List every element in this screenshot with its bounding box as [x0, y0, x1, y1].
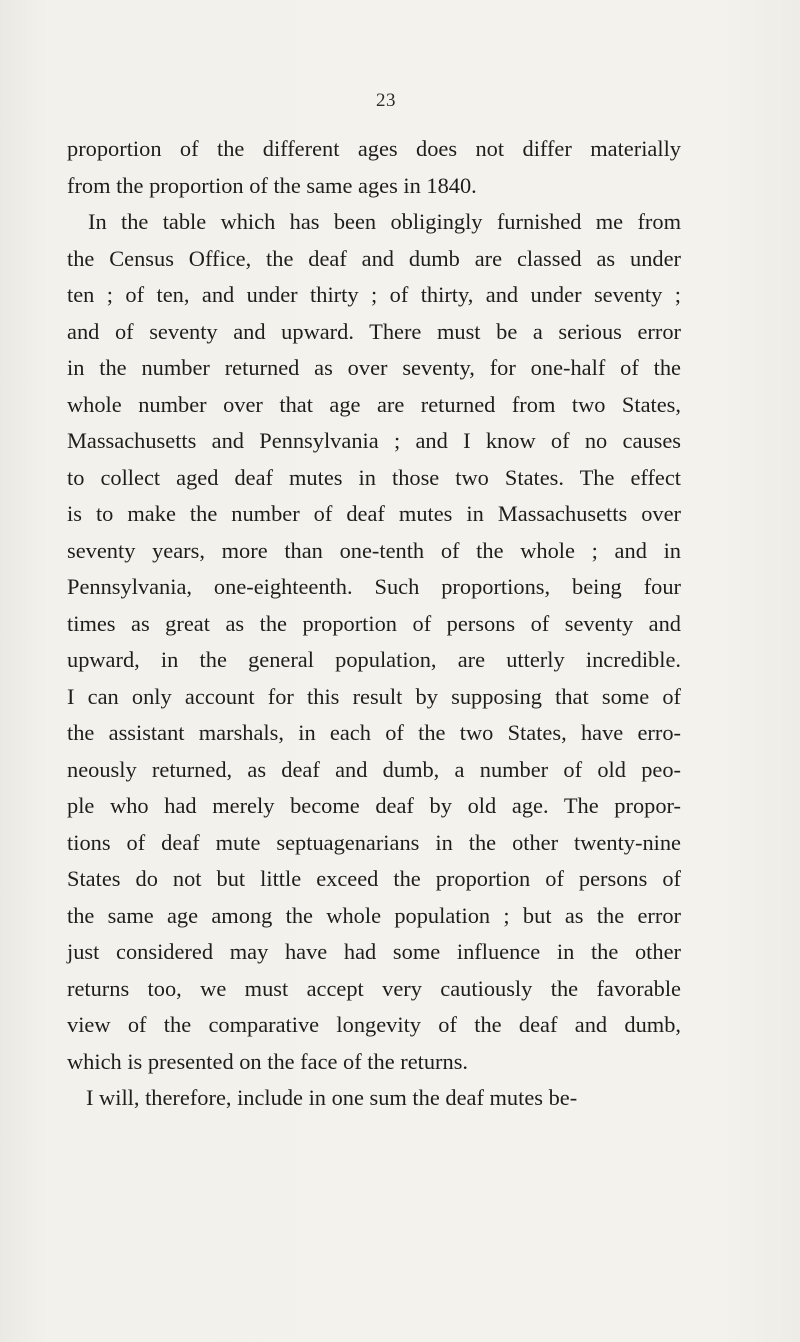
page-number: 23: [376, 90, 396, 111]
body-text: [67, 131, 681, 1117]
text-line: In the table which has been obligingly furnished me from: [88, 209, 681, 234]
text-line: I will, therefore, include in one sum the deaf mutes be-: [86, 1085, 578, 1110]
text-line: to collect aged deaf mutes in those two States. The effect: [67, 464, 681, 490]
text-line: tions of deaf mute septuagenarians in the other twenty-nine: [67, 829, 681, 855]
text-line: from the proportion of the same ages in 1840.: [67, 172, 477, 198]
text-line: in the number returned as over seventy, for one-half of the: [67, 355, 681, 380]
text-line: the Census Office, the deaf and dumb are classed as under: [67, 245, 681, 271]
text-line: view of the comparative longevity of the deaf and dumb,: [67, 1012, 681, 1037]
text-line: whole number over that age are returned from two States,: [67, 391, 681, 417]
text-line: Pennsylvania, one-eighteenth. Such proportions, being four: [67, 574, 681, 599]
text-line: and of seventy and upward. There must be a serious error: [67, 318, 681, 344]
text-line: ple who had merely become deaf by old age. The propor-: [67, 793, 681, 818]
text-line: upward, in the general population, are utterly incredible.: [67, 647, 681, 672]
text-line: neously returned, as deaf and dumb, a number of old peo-: [67, 756, 681, 782]
text-line: the same age among the whole population ; but as the error: [67, 902, 681, 928]
text-line: I can only account for this result by supposing that some of: [67, 683, 681, 709]
text-line: Massachusetts and Pennsylvania ; and I know of no causes: [67, 428, 681, 453]
text-line: States do not but little exceed the proportion of persons of: [67, 866, 681, 891]
text-line: ten ; of ten, and under thirty ; of thirty, and under seventy ;: [67, 282, 681, 307]
text-line: which is presented on the face of the returns.: [67, 1048, 469, 1074]
text-line: proportion of the different ages does not differ materially: [67, 136, 681, 161]
text-line: just considered may have had some influence in the other: [67, 939, 681, 964]
text-line: the assistant marshals, in each of the two States, have erro-: [67, 720, 681, 745]
text-line: seventy years, more than one-tenth of the whole ; and in: [67, 537, 681, 563]
text-line: is to make the number of deaf mutes in Massachusetts over: [67, 501, 681, 526]
text-line: times as great as the proportion of persons of seventy and: [67, 610, 681, 636]
text-line: returns too, we must accept very cautiously the favorable: [67, 975, 681, 1001]
